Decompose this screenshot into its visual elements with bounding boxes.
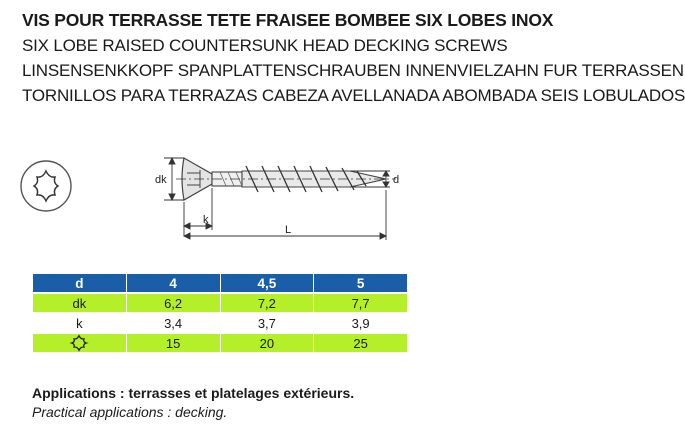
table-cell: 25 — [314, 334, 408, 352]
row-label: dk — [33, 294, 127, 312]
dimension-dk-label: dk — [155, 174, 167, 186]
table-header-row — [33, 274, 408, 292]
screw-technical-drawing — [0, 140, 600, 250]
applications-block — [32, 384, 354, 422]
table-cell: 3,9 — [314, 314, 408, 332]
table-row-k — [33, 314, 408, 332]
dimension-d-label: d — [393, 174, 400, 186]
torx-drive-icon — [70, 334, 88, 352]
screw-head-top-view — [21, 161, 71, 211]
title-block — [22, 8, 685, 108]
table-cell: 7,7 — [314, 294, 408, 312]
table-cell: 20 — [220, 334, 314, 352]
table-cell: 15 — [126, 334, 220, 352]
table-row-torx — [33, 334, 408, 352]
header-cell: 4,5 — [220, 274, 314, 292]
applications-en: Practical applications : decking. — [32, 404, 228, 420]
table-cell: 3,4 — [126, 314, 220, 332]
dimensions-table — [32, 274, 408, 352]
title-fr: VIS POUR TERRASSE TETE FRAISEE BOMBEE SIX LOBES INOX — [22, 10, 554, 30]
table-cell: 6,2 — [126, 294, 220, 312]
dimension-L-label: L — [285, 224, 292, 236]
screw-side-view — [176, 158, 396, 200]
title-de: LINSENSENKKOPF SPANPLATTENSCHRAUBEN INNENVIELZAHN FUR TERRASSEN — [22, 61, 684, 80]
table-cell: 7,2 — [220, 294, 314, 312]
table-row-dk — [33, 294, 408, 312]
header-cell: 4 — [126, 274, 220, 292]
row-label — [33, 334, 127, 352]
header-cell: 5 — [314, 274, 408, 292]
table-cell: 3,7 — [220, 314, 314, 332]
dimension-k-label: k — [203, 214, 209, 226]
title-en: SIX LOBE RAISED COUNTERSUNK HEAD DECKING SCREWS — [22, 36, 508, 55]
applications-fr: Applications : terrasses et platelages extérieurs. — [32, 385, 355, 401]
title-es: TORNILLOS PARA TERRAZAS CABEZA AVELLANADA ABOMBADA SEIS LOBULADOS — [22, 86, 685, 105]
header-cell-d: d — [33, 274, 127, 292]
row-label: k — [33, 314, 127, 332]
